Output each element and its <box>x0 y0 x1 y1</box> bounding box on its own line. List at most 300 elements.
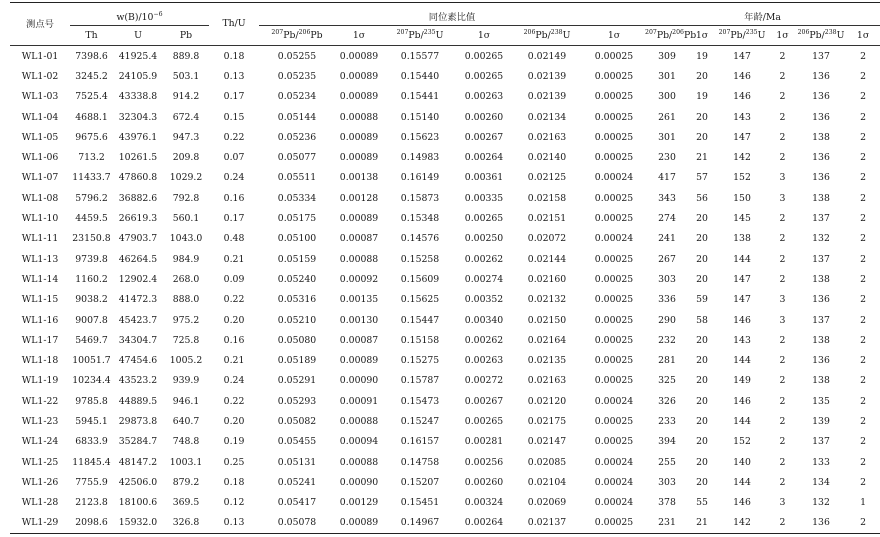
ratio-206-238-cell: 0.02151 <box>527 213 567 225</box>
table-row <box>10 87 880 107</box>
ratio-206-238-header: $^{206}$Pb/$^{238}$U <box>511 26 583 46</box>
sigma-cell: 20 <box>696 456 708 468</box>
age-206-238-cell: 138 <box>812 131 830 143</box>
table-row <box>10 452 880 472</box>
ratio-206-238-cell: 0.02175 <box>527 415 567 427</box>
sigma-cell: 0.00025 <box>594 131 634 143</box>
thu-cell: 0.21 <box>223 253 245 265</box>
pb-cell: 503.1 <box>172 70 200 82</box>
sigma-cell: 0.00264 <box>457 513 511 534</box>
sigma-cell: 0.00089 <box>339 355 379 367</box>
sigma-cell: 3 <box>779 172 786 184</box>
sigma-cell: 0.00088 <box>339 415 379 427</box>
sigma-cell: 0.00260 <box>464 476 504 488</box>
sigma-cell: 0.00272 <box>464 375 504 387</box>
ratio-206-238-cell: 0.02149 <box>527 50 567 62</box>
table-row <box>10 147 880 167</box>
ratio-207-206-cell: 0.05291 <box>277 375 317 387</box>
thu-cell: 0.22 <box>223 131 245 143</box>
header-row-1 <box>10 3 880 26</box>
age-206-238-cell: 137 <box>812 436 830 448</box>
table-body <box>10 46 880 534</box>
age-206-238-cell: 138 <box>812 273 830 285</box>
ratio-206-238-cell: 0.02139 <box>527 70 567 82</box>
spot-cell: WL1-05 <box>21 131 59 143</box>
th-cell: 713.2 <box>78 152 105 164</box>
age-207-206-cell: 230 <box>658 152 676 164</box>
sigma-cell: 2 <box>860 91 866 103</box>
u-cell: 10261.5 <box>118 152 158 164</box>
ratio-206-238-cell: 0.02085 <box>527 456 567 468</box>
table-row <box>10 432 880 452</box>
sigma-cell: 3 <box>779 294 786 306</box>
sigma-cell: 20 <box>696 334 708 346</box>
sigma-header: 1σ <box>335 26 383 46</box>
u-cell: 44889.5 <box>118 395 158 407</box>
sigma-cell: 0.00135 <box>339 294 379 306</box>
age-207-235-cell: 140 <box>733 456 751 468</box>
age-207-206-cell: 325 <box>658 375 676 387</box>
thu-header: Th/U <box>209 3 259 46</box>
sigma-cell: 0.00087 <box>339 233 379 245</box>
thu-cell: 0.18 <box>223 476 245 488</box>
sigma-cell: 0.00089 <box>339 50 379 62</box>
sigma-cell: 2 <box>860 294 866 306</box>
sigma-cell: 0.00024 <box>594 172 634 184</box>
age-207-206-cell: 241 <box>658 233 676 245</box>
th-cell: 11845.4 <box>72 456 111 468</box>
u-cell: 43523.2 <box>118 375 158 387</box>
ratio-206-238-cell: 0.02135 <box>527 355 567 367</box>
th-cell: 9675.6 <box>75 131 108 143</box>
table-row <box>10 330 880 350</box>
age-206-238-cell: 139 <box>812 415 830 427</box>
sigma-cell: 20 <box>696 70 708 82</box>
spot-header: 测点号 <box>10 3 70 46</box>
age-206-238-cell: 135 <box>812 395 830 407</box>
age-207-235-cell: 150 <box>733 192 751 204</box>
spot-cell: WL1-19 <box>21 375 59 387</box>
ratio-207-206-cell: 0.05144 <box>277 111 317 123</box>
sigma-cell: 2 <box>860 334 866 346</box>
ratio-206-238-cell: 0.02158 <box>527 192 567 204</box>
u-cell: 41925.4 <box>118 50 158 62</box>
u-cell: 36882.6 <box>118 192 158 204</box>
thu-cell: 0.19 <box>223 436 245 448</box>
sigma-cell: 0.00025 <box>594 355 634 367</box>
u-cell: 42506.0 <box>118 476 158 488</box>
sigma-cell: 0.00090 <box>339 375 379 387</box>
pb-cell: 888.0 <box>172 294 200 306</box>
ratio-206-238-cell: 0.02072 <box>527 233 567 245</box>
ratio-206-238-cell: 0.02160 <box>527 273 567 285</box>
spot-cell: WL1-14 <box>21 273 59 285</box>
spot-cell: WL1-18 <box>21 355 59 367</box>
table-row <box>10 188 880 208</box>
ratio-207-206-cell: 0.05078 <box>259 513 335 534</box>
thu-cell: 0.12 <box>223 497 245 509</box>
sigma-cell: 3 <box>779 192 786 204</box>
pb-cell: 326.8 <box>163 513 209 534</box>
sigma-cell: 1 <box>860 497 866 509</box>
sigma-cell: 0.00025 <box>594 91 634 103</box>
age-206-238-cell: 137 <box>812 213 830 225</box>
age-207-235-cell: 143 <box>733 334 751 346</box>
table-row <box>10 411 880 431</box>
sigma-cell: 0.00089 <box>339 152 379 164</box>
spot-cell: WL1-11 <box>21 233 59 245</box>
sigma-cell: 0.00361 <box>464 172 504 184</box>
u-cell: 18100.6 <box>118 497 158 509</box>
ratio-207-235-cell: 0.15473 <box>400 395 440 407</box>
age-group-header: 年龄/Ma <box>645 3 880 26</box>
sigma-cell: 2 <box>860 415 866 427</box>
ratio-207-235-cell: 0.15247 <box>400 415 440 427</box>
age-206-238-cell: 136 <box>812 294 830 306</box>
th-cell: 2098.6 <box>70 513 113 534</box>
sigma-cell: 0.00025 <box>583 513 645 534</box>
sigma-cell: 2 <box>860 314 866 326</box>
sigma-cell: 0.00260 <box>464 111 504 123</box>
u-cell: 41472.3 <box>118 294 158 306</box>
table-row <box>10 249 880 269</box>
thu-cell: 0.22 <box>223 395 245 407</box>
pb-cell: 975.2 <box>172 314 200 326</box>
sigma-cell: 19 <box>696 91 708 103</box>
pb-cell: 1005.2 <box>169 355 203 367</box>
th-cell: 23150.8 <box>72 233 111 245</box>
age-207-206-cell: 301 <box>658 131 676 143</box>
sigma-cell: 2 <box>779 476 786 488</box>
ratio-207-206-cell: 0.05511 <box>277 172 317 184</box>
sigma-cell: 0.00024 <box>594 476 634 488</box>
u-cell: 43976.1 <box>118 131 158 143</box>
ratio-207-206-cell: 0.05082 <box>277 415 317 427</box>
sigma-cell: 20 <box>696 375 708 387</box>
age-207-206-cell: 378 <box>658 497 676 509</box>
pb-cell: 560.1 <box>172 213 200 225</box>
sigma-cell: 2 <box>860 355 866 367</box>
th-cell: 1160.2 <box>75 273 108 285</box>
sigma-header: 1σ <box>583 26 645 46</box>
table-row <box>10 290 880 310</box>
ratio-207-206-cell: 0.05241 <box>277 476 317 488</box>
table-row <box>10 350 880 370</box>
sigma-cell: 0.00089 <box>335 513 383 534</box>
ratio-206-238-cell: 0.02069 <box>527 497 567 509</box>
ratio-207-235-header: $^{207}$Pb/$^{235}$U <box>383 26 457 46</box>
sigma-cell: 0.00324 <box>464 497 504 509</box>
age-206-238-cell: 132 <box>812 233 830 245</box>
ratio-206-238-cell: 0.02120 <box>527 395 567 407</box>
ratio-207-235-cell: 0.15441 <box>400 91 440 103</box>
ratio-207-206-cell: 0.05316 <box>277 294 317 306</box>
sigma-cell: 0.00281 <box>464 436 504 448</box>
pb-cell: 1029.2 <box>169 172 203 184</box>
u-cell: 47860.8 <box>118 172 158 184</box>
ratio-206-238-cell: 0.02163 <box>527 131 567 143</box>
spot-cell: WL1-06 <box>21 152 59 164</box>
age-207-235-cell: 152 <box>733 436 751 448</box>
sigma-cell: 2 <box>860 233 866 245</box>
th-cell: 4688.1 <box>75 111 108 123</box>
sigma-cell: 0.00025 <box>594 111 634 123</box>
pb-cell: 748.8 <box>172 436 200 448</box>
sigma-cell: 20 <box>696 111 708 123</box>
spot-cell: WL1-22 <box>21 395 59 407</box>
age-207-206-cell: 233 <box>658 415 676 427</box>
thu-cell: 0.24 <box>223 375 245 387</box>
sigma-cell: 2 <box>860 152 866 164</box>
sigma-cell: 0.00025 <box>594 415 634 427</box>
age-207-206-cell: 267 <box>658 253 676 265</box>
thu-cell: 0.48 <box>223 233 245 245</box>
age-206-238-cell: 137 <box>812 314 830 326</box>
spot-cell: WL1-17 <box>21 334 59 346</box>
ratio-206-238-cell: 0.02132 <box>527 294 567 306</box>
ratio-207-206-cell: 0.05077 <box>277 152 317 164</box>
age-206-238-cell: 138 <box>812 334 830 346</box>
spot-cell: WL1-23 <box>21 415 59 427</box>
th-cell: 9007.8 <box>75 314 108 326</box>
sigma-cell: 0.00025 <box>594 213 634 225</box>
age-207-235-cell: 138 <box>733 233 751 245</box>
ratio-207-206-cell: 0.05255 <box>277 50 317 62</box>
age-207-206-cell: 326 <box>658 395 676 407</box>
table-row <box>10 269 880 289</box>
age-207-206-cell: 303 <box>658 476 676 488</box>
ratio-206-238-cell: 0.02144 <box>527 253 567 265</box>
sigma-cell: 2 <box>860 456 866 468</box>
sigma-cell: 0.00250 <box>464 233 504 245</box>
sigma-cell: 2 <box>860 273 866 285</box>
sigma-cell: 57 <box>696 172 708 184</box>
age-206-238-cell: 136 <box>812 111 830 123</box>
ratio-207-206-cell: 0.05455 <box>277 436 317 448</box>
ratio-207-235-cell: 0.15873 <box>400 192 440 204</box>
ratio-207-206-cell: 0.05234 <box>277 91 317 103</box>
thu-cell: 0.21 <box>223 355 245 367</box>
ratio-207-235-cell: 0.15623 <box>400 131 440 143</box>
pb-cell: 268.0 <box>172 273 200 285</box>
age-207-206-cell: 290 <box>658 314 676 326</box>
th-header: Th <box>70 26 113 46</box>
sigma-cell: 2 <box>779 355 786 367</box>
sigma-cell: 0.00025 <box>594 436 634 448</box>
sigma-cell: 3 <box>779 497 786 509</box>
sigma-cell: 20 <box>696 355 708 367</box>
sigma-cell: 2 <box>779 375 786 387</box>
age-207-206-header: $^{207}$Pb/$^{206}$Pb <box>645 26 689 46</box>
sigma-cell: 0.00025 <box>594 70 634 82</box>
spot-cell: WL1-26 <box>21 476 59 488</box>
sigma-cell: 0.00088 <box>339 456 379 468</box>
ratio-207-206-cell: 0.05293 <box>277 395 317 407</box>
sigma-cell: 0.00088 <box>339 111 379 123</box>
age-206-238-header: $^{206}$Pb/$^{238}$U <box>796 26 846 46</box>
sigma-cell: 0.00025 <box>594 334 634 346</box>
ratio-207-206-cell: 0.05235 <box>277 70 317 82</box>
ratio-206-238-cell: 0.02139 <box>527 91 567 103</box>
spot-cell: WL1-28 <box>21 497 59 509</box>
spot-cell: WL1-07 <box>21 172 59 184</box>
age-207-235-cell: 146 <box>733 314 751 326</box>
age-206-238-cell: 136 <box>812 70 830 82</box>
sigma-cell: 0.00129 <box>339 497 379 509</box>
ratio-207-235-cell: 0.15787 <box>400 375 440 387</box>
data-table-container <box>10 2 870 534</box>
sigma-cell: 2 <box>860 375 866 387</box>
age-207-206-cell: 261 <box>658 111 676 123</box>
ratio-207-235-cell: 0.15158 <box>400 334 440 346</box>
sigma-header: 1σ <box>689 26 715 46</box>
sigma-cell: 0.00256 <box>464 456 504 468</box>
age-206-238-cell: 136 <box>796 513 846 534</box>
age-207-235-header: $^{207}$Pb/$^{235}$U <box>715 26 769 46</box>
spot-cell: WL1-08 <box>21 192 59 204</box>
th-cell: 7398.6 <box>75 50 108 62</box>
sigma-cell: 0.00024 <box>594 233 634 245</box>
age-207-235-cell: 146 <box>733 497 751 509</box>
spot-cell: WL1-24 <box>21 436 59 448</box>
age-207-235-cell: 146 <box>733 395 751 407</box>
table-row <box>10 472 880 492</box>
sigma-cell: 0.00130 <box>339 314 379 326</box>
u-cell: 29873.8 <box>118 415 158 427</box>
ratio-207-235-cell: 0.15258 <box>400 253 440 265</box>
age-207-206-cell: 394 <box>658 436 676 448</box>
age-207-235-cell: 145 <box>733 213 751 225</box>
sigma-cell: 2 <box>860 253 866 265</box>
sigma-cell: 20 <box>696 476 708 488</box>
pb-cell: 889.8 <box>172 50 200 62</box>
age-207-235-cell: 146 <box>733 91 751 103</box>
ratio-207-206-cell: 0.05189 <box>277 355 317 367</box>
u-cell: 12902.4 <box>118 273 158 285</box>
th-cell: 3245.2 <box>75 70 108 82</box>
age-207-206-cell: 417 <box>658 172 676 184</box>
ratio-207-235-cell: 0.15577 <box>400 50 440 62</box>
ratio-207-206-cell: 0.05334 <box>277 192 317 204</box>
thu-cell: 0.18 <box>223 50 245 62</box>
ratio-207-235-cell: 0.15447 <box>400 314 440 326</box>
th-cell: 7525.4 <box>75 91 108 103</box>
age-207-235-cell: 147 <box>733 294 751 306</box>
ratio-207-235-cell: 0.15275 <box>400 355 440 367</box>
sigma-cell: 0.00089 <box>339 70 379 82</box>
pb-cell: 209.8 <box>172 152 200 164</box>
ratio-207-235-cell: 0.14576 <box>400 233 440 245</box>
table-row <box>10 127 880 147</box>
sigma-cell: 2 <box>860 476 866 488</box>
sigma-cell: 0.00264 <box>464 152 504 164</box>
sigma-cell: 0.00335 <box>464 192 504 204</box>
pb-cell: 946.1 <box>172 395 200 407</box>
th-cell: 10234.4 <box>72 375 111 387</box>
age-207-235-cell: 147 <box>733 273 751 285</box>
sigma-cell: 0.00025 <box>594 314 634 326</box>
age-207-206-cell: 274 <box>658 213 676 225</box>
ratio-207-206-cell: 0.05175 <box>277 213 317 225</box>
sigma-cell: 0.00025 <box>594 152 634 164</box>
ratio-207-235-cell: 0.15140 <box>400 111 440 123</box>
sigma-cell: 0.00089 <box>339 131 379 143</box>
sigma-cell: 0.00024 <box>594 395 634 407</box>
age-207-206-cell: 309 <box>658 50 676 62</box>
age-207-235-cell: 144 <box>733 476 751 488</box>
age-207-235-cell: 142 <box>733 152 751 164</box>
sigma-cell: 0.00025 <box>594 50 634 62</box>
sigma-cell: 20 <box>696 131 708 143</box>
age-206-238-cell: 136 <box>812 91 830 103</box>
ratio-206-238-cell: 0.02104 <box>527 476 567 488</box>
sigma-header: 1σ <box>846 26 880 46</box>
age-207-235-cell: 146 <box>733 70 751 82</box>
ratio-206-238-cell: 0.02125 <box>527 172 567 184</box>
pb-cell: 725.8 <box>172 334 200 346</box>
sigma-cell: 20 <box>696 415 708 427</box>
sigma-cell: 0.00087 <box>339 334 379 346</box>
age-207-206-cell: 343 <box>658 192 676 204</box>
sigma-cell: 2 <box>779 152 786 164</box>
pb-cell: 640.7 <box>172 415 200 427</box>
sigma-cell: 0.00265 <box>464 70 504 82</box>
age-207-235-cell: 144 <box>733 253 751 265</box>
pb-cell: 984.9 <box>172 253 200 265</box>
th-cell: 5796.2 <box>75 192 108 204</box>
thu-cell: 0.17 <box>223 91 245 103</box>
age-207-206-cell: 303 <box>658 273 676 285</box>
sigma-header: 1σ <box>769 26 796 46</box>
u-cell: 34304.7 <box>118 334 158 346</box>
sigma-cell: 2 <box>860 213 866 225</box>
pb-header: Pb <box>163 26 209 46</box>
table-row <box>10 168 880 188</box>
sigma-cell: 0.00128 <box>339 192 379 204</box>
sigma-cell: 0.00025 <box>594 253 634 265</box>
sigma-cell: 0.00089 <box>339 91 379 103</box>
sigma-cell: 20 <box>696 233 708 245</box>
sigma-cell: 0.00025 <box>594 273 634 285</box>
age-206-238-cell: 132 <box>812 497 830 509</box>
sigma-header: 1σ <box>457 26 511 46</box>
th-cell: 9038.2 <box>75 294 108 306</box>
ratio-207-235-cell: 0.14983 <box>400 152 440 164</box>
spot-cell: WL1-02 <box>21 70 59 82</box>
table-row <box>10 208 880 228</box>
ratio-207-206-cell: 0.05240 <box>277 273 317 285</box>
spot-cell: WL1-29 <box>10 513 70 534</box>
spot-cell: WL1-13 <box>21 253 59 265</box>
table-row <box>10 107 880 127</box>
sigma-cell: 0.00267 <box>464 395 504 407</box>
age-207-235-cell: 143 <box>733 111 751 123</box>
thu-cell: 0.17 <box>223 213 245 225</box>
th-cell: 10051.7 <box>72 355 111 367</box>
u-cell: 45423.7 <box>118 314 158 326</box>
ratio-206-238-cell: 0.02150 <box>527 314 567 326</box>
u-cell: 32304.3 <box>118 111 158 123</box>
table-row <box>10 66 880 86</box>
th-cell: 7755.9 <box>75 476 108 488</box>
u-cell: 26619.3 <box>118 213 158 225</box>
sigma-cell: 0.00340 <box>464 314 504 326</box>
age-206-238-cell: 137 <box>812 253 830 265</box>
spot-cell: WL1-01 <box>21 50 59 62</box>
th-cell: 9739.8 <box>75 253 108 265</box>
sigma-cell: 0.00262 <box>464 253 504 265</box>
sigma-cell: 0.00263 <box>464 91 504 103</box>
